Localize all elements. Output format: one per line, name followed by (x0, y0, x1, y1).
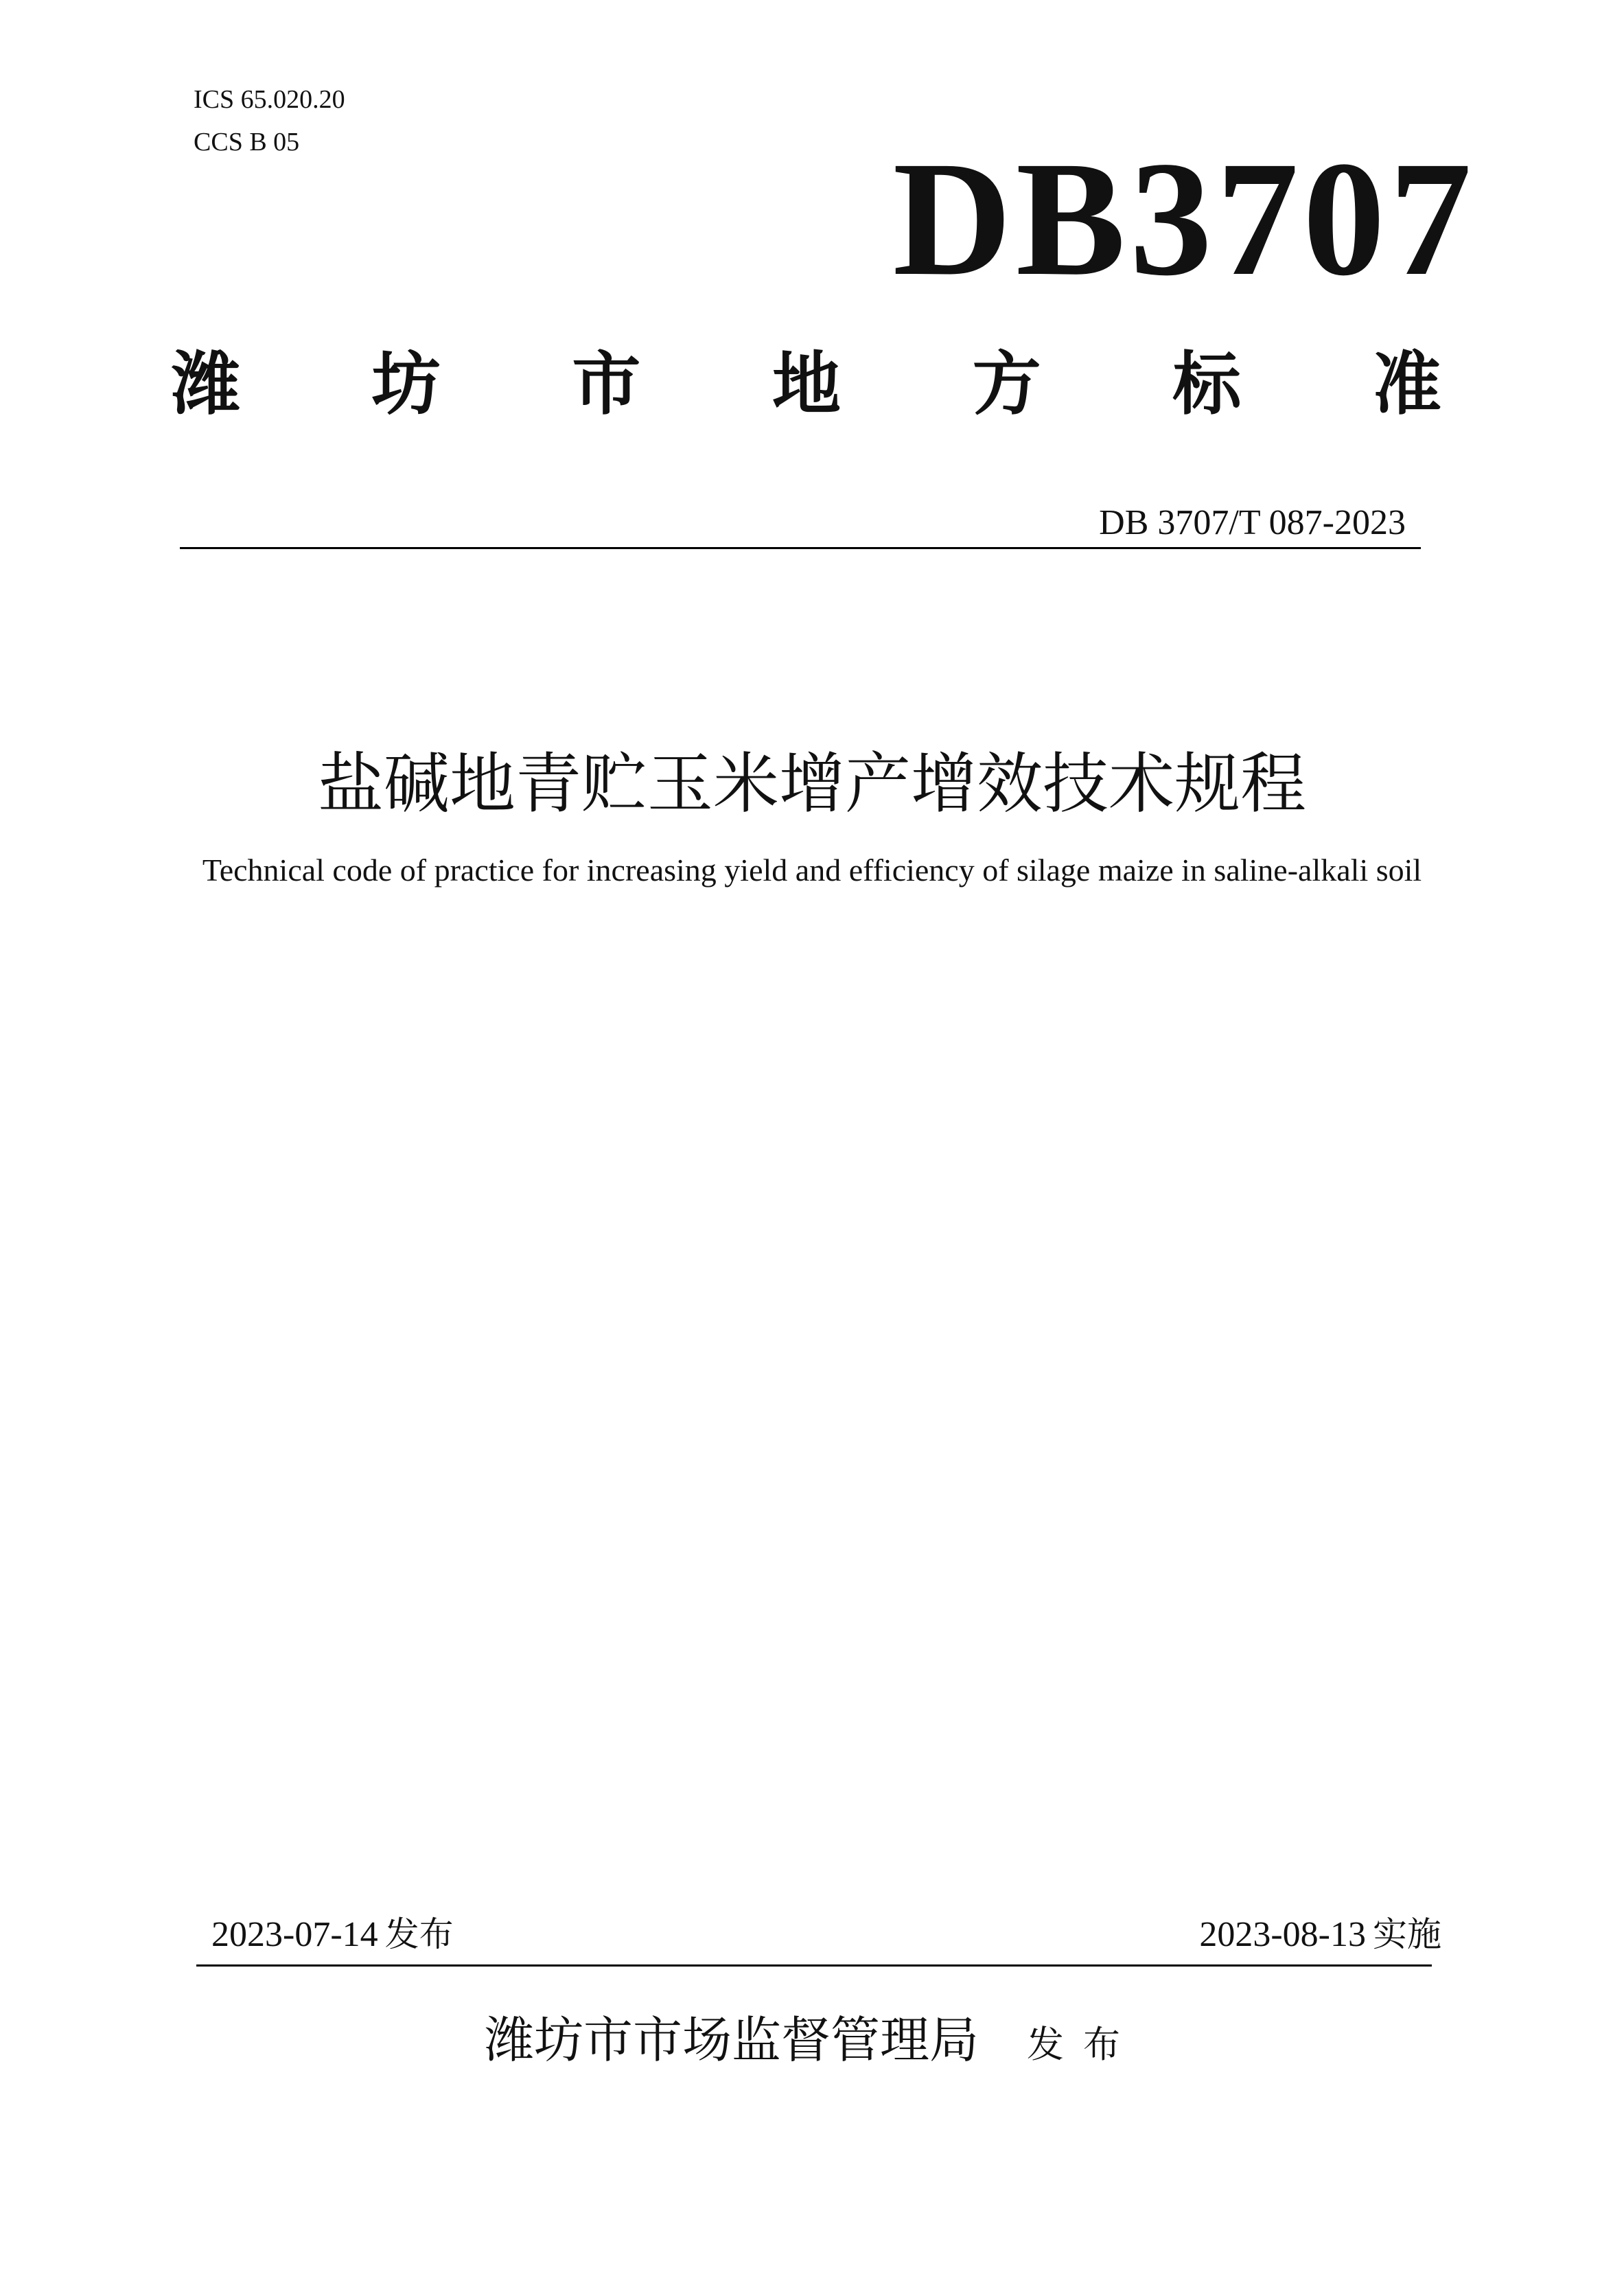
top-divider (180, 547, 1421, 549)
implementation-date (1199, 1912, 1441, 1957)
standard-type-char: 坊 (371, 344, 441, 424)
issue-date-label: 发布 (384, 1914, 454, 1954)
bottom-divider (196, 1964, 1432, 1967)
issue-date-value: 2023-07-14 (211, 1915, 378, 1954)
ics-code: ICS 65.020.20 (194, 85, 345, 114)
implementation-date-value: 2023-08-13 (1199, 1915, 1366, 1954)
publisher-name: 潍坊市市场监督管理局 (484, 2011, 979, 2069)
document-title-zh: 盐碱地青贮玉米增产增效技术规程 (318, 745, 1306, 822)
standard-number: DB 3707/T 087-2023 (1099, 503, 1406, 542)
publisher (0, 2007, 1624, 2078)
standard-type-char: 方 (972, 344, 1041, 424)
standard-code-heading: DB3707 (892, 127, 1476, 310)
implementation-date-label: 实施 (1373, 1914, 1441, 1954)
standard-type-char: 地 (772, 344, 841, 424)
standard-type-char: 标 (1172, 344, 1242, 424)
standard-type-heading (172, 343, 1441, 426)
standard-type-char: 市 (572, 344, 641, 424)
ccs-code: CCS B 05 (194, 128, 300, 156)
standard-type-char: 潍 (172, 344, 240, 424)
issue-date (211, 1912, 454, 1957)
publisher-action: 发布 (1027, 2023, 1139, 2066)
standard-type-char: 准 (1372, 344, 1441, 424)
document-title-en: Technical code of practice for increasing yield and efficiency of silage maize in saline-alkali soil (202, 853, 1422, 888)
